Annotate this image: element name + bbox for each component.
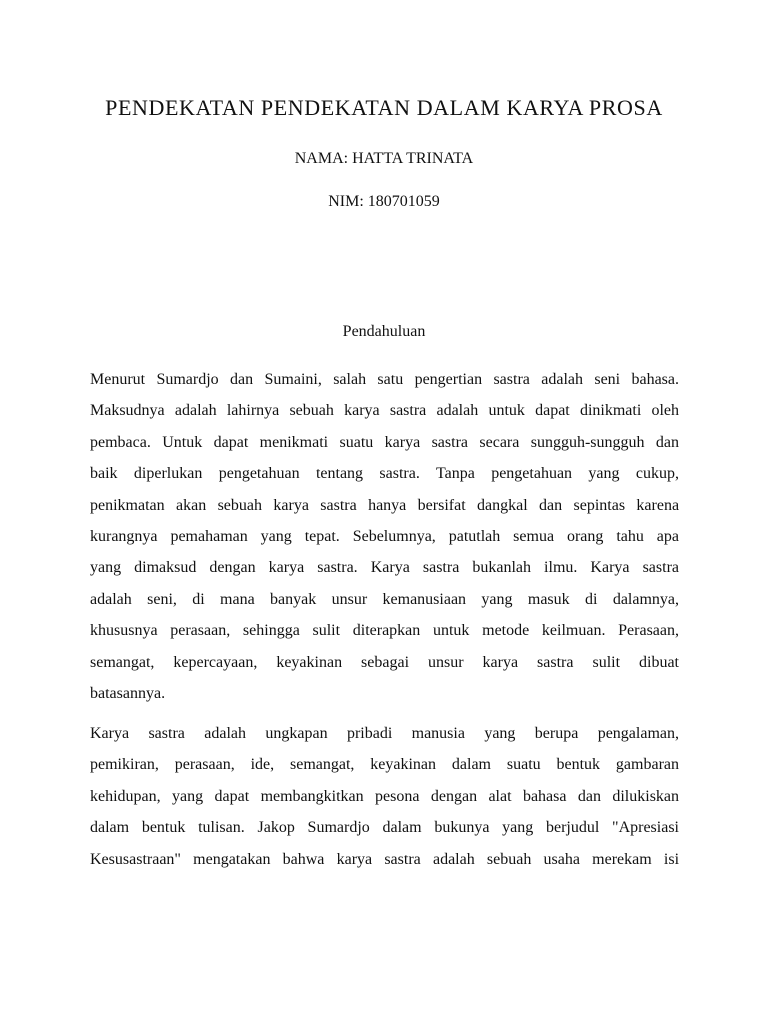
paragraph-line: kurangnya pemahaman yang tepat. Sebelumnya, patutlah semua orang tahu apa — [90, 528, 679, 546]
student-id: NIM: 180701059 — [328, 193, 440, 210]
paragraph-line: penikmatan akan sebuah karya sastra hanya bersifat dangkal dan sepintas karena — [90, 496, 680, 514]
paragraph-line: adalah seni, di mana banyak unsur kemanusiaan yang masuk di dalamnya, — [90, 590, 680, 608]
paragraph-karya-sastra — [90, 718, 679, 875]
paragraph-introduction — [90, 364, 679, 709]
paragraph-line: kehidupan, yang dapat membangkitkan pesona dengan alat bahasa dan dilukiskan — [90, 787, 680, 805]
paragraph-line: Maksudnya adalah lahirnya sebuah karya sastra adalah untuk dapat dinikmati oleh — [90, 402, 680, 420]
paragraph-line: Menurut Sumardjo dan Sumaini, salah satu pengertian sastra adalah seni bahasa. — [90, 371, 680, 388]
paragraph-line: pemikiran, perasaan, ide, semangat, keyakinan dalam suatu bentuk gambaran — [90, 756, 679, 774]
paragraph-line: pembaca. Untuk dapat menikmati suatu karya sastra secara sungguh-sungguh dan — [90, 433, 680, 451]
paragraph-line: semangat, kepercayaan, keyakinan sebagai unsur karya sastra sulit dibuat — [90, 653, 679, 671]
paragraph-line: Karya sastra adalah ungkapan pribadi manusia yang berupa pengalaman, — [90, 725, 679, 742]
document-title: PENDEKATAN PENDEKATAN DALAM KARYA PROSA — [105, 95, 663, 120]
author-name: NAMA: HATTA TRINATA — [294, 150, 474, 167]
paragraph-line: dalam bentuk tulisan. Jakop Sumardjo dalam bukunya yang berjudul "Apresiasi — [90, 819, 679, 837]
section-heading: Pendahuluan — [342, 323, 426, 340]
paragraph-line: Kesusastraan" mengatakan bahwa karya sastra adalah sebuah usaha merekam isi — [90, 850, 680, 868]
paragraph-line: batasannya. — [90, 685, 166, 703]
paragraph-line: baik diperlukan pengetahuan tentang sastra. Tanpa pengetahuan yang cukup, — [90, 465, 680, 483]
paragraph-line: yang dimaksud dengan karya sastra. Karya sastra bukanlah ilmu. Karya sastra — [90, 559, 679, 577]
paragraph-line: khususnya perasaan, sehingga sulit diterapkan untuk metode keilmuan. Perasaan, — [90, 622, 680, 640]
